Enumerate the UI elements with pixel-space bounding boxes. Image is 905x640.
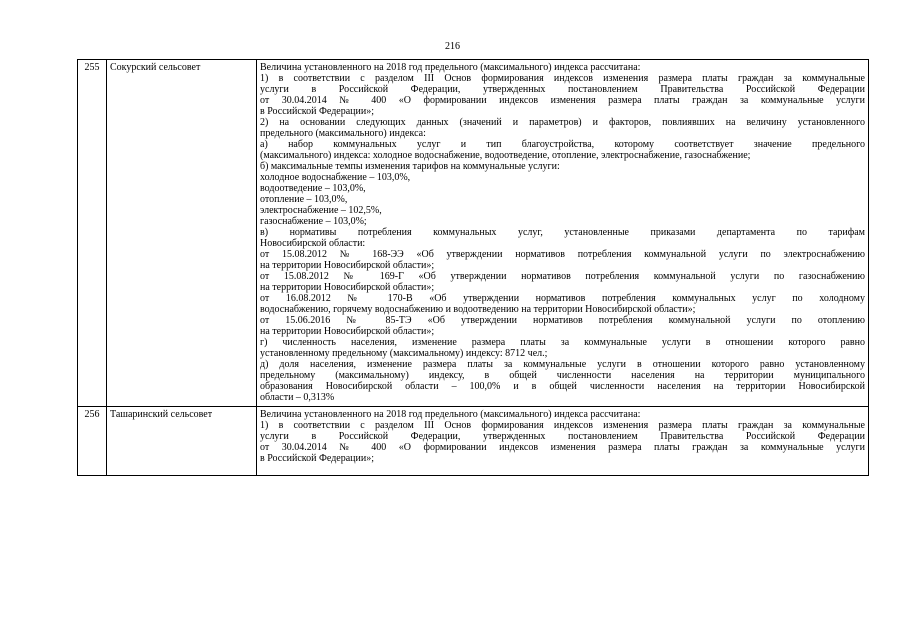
description-line: а) набор коммунальных услуг и тип благоустройства, которому соответствует значение предельного xyxy=(260,139,865,150)
indices-table xyxy=(77,59,869,476)
municipality-name-cell: Ташаринский сельсовет xyxy=(107,407,257,476)
row-number-cell: 255 xyxy=(78,60,107,407)
description-line: на территории Новосибирской области»; xyxy=(260,326,435,337)
description-line: б) максимальные темпы изменения тарифов на коммунальные услуги: xyxy=(260,161,560,172)
municipality-name-cell: Сокурский сельсовет xyxy=(107,60,257,407)
description-line: д) доля населения, изменение размера платы за коммунальные услуги в отношении которого равно установленному xyxy=(260,359,865,370)
description-line: Величина установленного на 2018 год предельного (максимального) индекса рассчитана: xyxy=(260,409,641,420)
description-line: водоснабжению, горячему водоснабжению и водоотведению на территории Новосибирской области»; xyxy=(260,304,696,315)
page-number: 216 xyxy=(445,41,460,52)
description-line: предельному (максимальному) индексу, в общей численности населения на территории муниципального xyxy=(260,370,865,381)
description-line: установленному предельному (максимальному) индексу: 8712 чел.; xyxy=(260,348,548,359)
description-line: водоотведение – 103,0%, xyxy=(260,183,366,194)
description-line: предельного (максимального) индекса: xyxy=(260,128,426,139)
description-line: 2) на основании следующих данных (значений и параметров) и факторов, повлиявших на величину установленного xyxy=(260,117,865,128)
row-number-cell: 256 xyxy=(78,407,107,476)
description-line: в Российской Федерации»; xyxy=(260,453,375,464)
description-line: холодное водоснабжение – 103,0%, xyxy=(260,172,411,183)
description-line: на территории Новосибирской области»; xyxy=(260,282,435,293)
description-line: на территории Новосибирской области»; xyxy=(260,260,435,271)
description-line: 1) в соответствии с разделом III Основ формирования индексов изменения размера платы граждан за коммунальные xyxy=(260,420,865,431)
description-line: отопление – 103,0%, xyxy=(260,194,348,205)
description-line: от 30.04.2014 № 400 «О формировании индексов изменения размера платы граждан за коммунальные услуги xyxy=(260,442,865,453)
description-line: услуги в Российской Федерации, утвержденных постановлением Правительства Российской Федерации xyxy=(260,431,865,442)
description-line: в Российской Федерации»; xyxy=(260,106,375,117)
table-row xyxy=(78,407,869,476)
description-line: от 15.08.2012 № 169-Г «Об утверждении нормативов потребления коммунальной услуги по газоснабжению xyxy=(260,271,865,282)
description-line: (максимального) индекса: холодное водоснабжение, водоотведение, отопление, электроснабжение, газоснабжение; xyxy=(260,150,751,161)
description-line: области – 0,313% xyxy=(260,392,335,403)
table-row xyxy=(78,60,869,407)
description-line: от 30.04.2014 № 400 «О формировании индексов изменения размера платы граждан за коммунальные услуги xyxy=(260,95,865,106)
description-line: Новосибирской области: xyxy=(260,238,366,249)
description-cell xyxy=(257,60,869,407)
description-line: образования Новосибирской области – 100,0% и в общей численности населения на территории Новосибирской xyxy=(260,381,865,392)
description-line: Величина установленного на 2018 год предельного (максимального) индекса рассчитана: xyxy=(260,62,641,73)
description-cell xyxy=(257,407,869,476)
description-line: от 15.08.2012 № 168-ЭЭ «Об утверждении нормативов потребления коммунальной услуги по электроснабжению xyxy=(260,249,865,260)
description-line: от 16.08.2012 № 170-В «Об утверждении нормативов потребления коммунальных услуг по холодному xyxy=(260,293,865,304)
description-line: от 15.06.2016 № 85-ТЭ «Об утверждении нормативов потребления коммунальной услуги по отоплению xyxy=(260,315,865,326)
description-line: г) численность населения, изменение размера платы за коммунальные услуги в отношении которого равно xyxy=(260,337,865,348)
description-line: электроснабжение – 102,5%, xyxy=(260,205,382,216)
description-line: газоснабжение – 103,0%; xyxy=(260,216,367,227)
description-line: в) нормативы потребления коммунальных услуг, установленные приказами департамента по тарифам xyxy=(260,227,865,238)
description-line: 1) в соответствии с разделом III Основ формирования индексов изменения размера платы граждан за коммунальные xyxy=(260,73,865,84)
description-line: услуги в Российской Федерации, утвержденных постановлением Правительства Российской Федерации xyxy=(260,84,865,95)
